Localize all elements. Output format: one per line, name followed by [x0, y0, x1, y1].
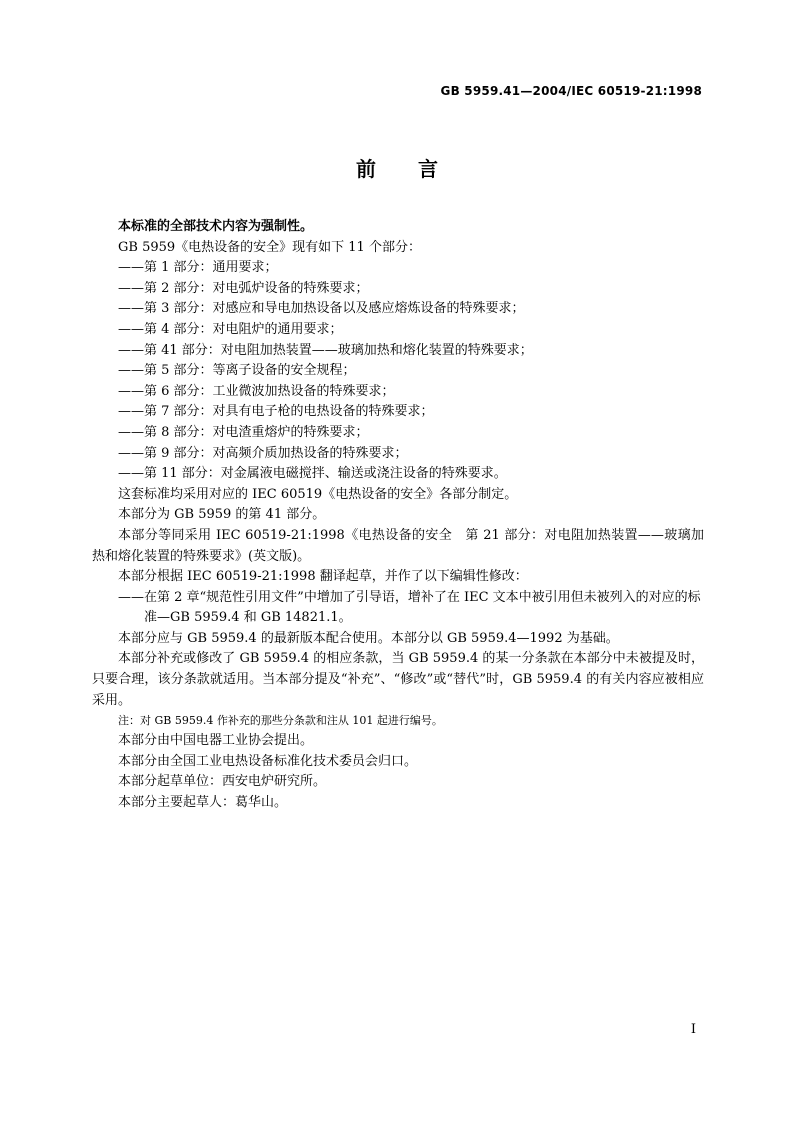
page-title: 前言 — [356, 157, 480, 181]
list-item: ——第 1 部分：通用要求； — [118, 260, 278, 276]
list-item: ——第 4 部分：对电阻炉的通用要求； — [118, 321, 343, 337]
note: 注：对 GB 5959.4 作补充的那些分条款和注从 101 起进行编号。 — [118, 714, 443, 728]
list-item: ——第 3 部分：对感应和导电加热设备以及感应熔炼设备的特殊要求； — [118, 301, 525, 317]
modification-item: ——在第 2 章“规范性引用文件”中增加了引导语，增补了在 IEC 文本中被引用但未被列入的对应的标准—GB 5959.4 和 GB 14821.1。 — [118, 589, 701, 626]
committee-paragraph: 本部分由全国工业电热设备标准化技术委员会归口。 — [118, 753, 418, 769]
list-item: ——第 2 部分：对电弧炉设备的特殊要求； — [118, 280, 369, 296]
foreword-body — [92, 217, 704, 814]
parts-intro: GB 5959《电热设备的安全》现有如下 11 个部分： — [118, 239, 421, 255]
standard-id-header: GB 5959.41—2004/IEC 60519-21:1998 — [440, 84, 702, 98]
drafters-paragraph: 本部分主要起草人：葛华山。 — [118, 795, 288, 811]
list-item: ——第 6 部分：工业微波加热设备的特殊要求； — [118, 383, 395, 399]
list-item: ——第 9 部分：对高频介质加热设备的特殊要求； — [118, 445, 408, 461]
list-item: ——第 8 部分：对电渣重熔炉的特殊要求； — [118, 424, 369, 440]
proposer-paragraph: 本部分由中国电器工业协会提出。 — [118, 733, 314, 749]
drafting-unit-paragraph: 本部分起草单位：西安电炉研究所。 — [118, 774, 327, 790]
list-item: ——第 7 部分：对具有电子枪的电热设备的特殊要求； — [118, 404, 434, 420]
supplement-paragraph: 本部分补充或修改了 GB 5959.4 的相应条款，当 GB 5959.4 的某一分条款在本部分中未被提及时，只要合理，该分条款就适用。当本部分提及“补充”、“修改”或“替代”时，GB 5959.4 的有关内容应被相应采用。 — [92, 651, 704, 708]
mandatory-statement: 本标准的全部技术内容为强制性。 — [118, 219, 314, 234]
translation-paragraph: 本部分根据 IEC 60519-21:1998 翻译起草，并作了以下编辑性修改： — [118, 569, 528, 585]
page-number: I — [690, 1022, 696, 1037]
equivalence-paragraph: 本部分等同采用 IEC 60519-21:1998《电热设备的安全 第 21 部分：对电阻加热装置——玻璃加热和熔化装置的特殊要求》(英文版)。 — [92, 527, 704, 564]
list-item: ——第 11 部分：对金属液电磁搅拌、输送或浇注设备的特殊要求。 — [118, 466, 507, 482]
part-number-paragraph: 本部分为 GB 5959 的第 41 部分。 — [118, 507, 326, 523]
list-item: ——第 5 部分：等离子设备的安全规程； — [118, 363, 356, 379]
parts-list — [92, 258, 704, 485]
list-item: ——第 41 部分：对电阻加热装置——玻璃加热和熔化装置的特殊要求； — [118, 342, 533, 358]
usage-paragraph: 本部分应与 GB 5959.4 的最新版本配合使用。本部分以 GB 5959.4—1992 为基础。 — [118, 630, 619, 646]
adoption-paragraph: 这套标准均采用对应的 IEC 60519《电热设备的安全》各部分制定。 — [118, 486, 518, 502]
